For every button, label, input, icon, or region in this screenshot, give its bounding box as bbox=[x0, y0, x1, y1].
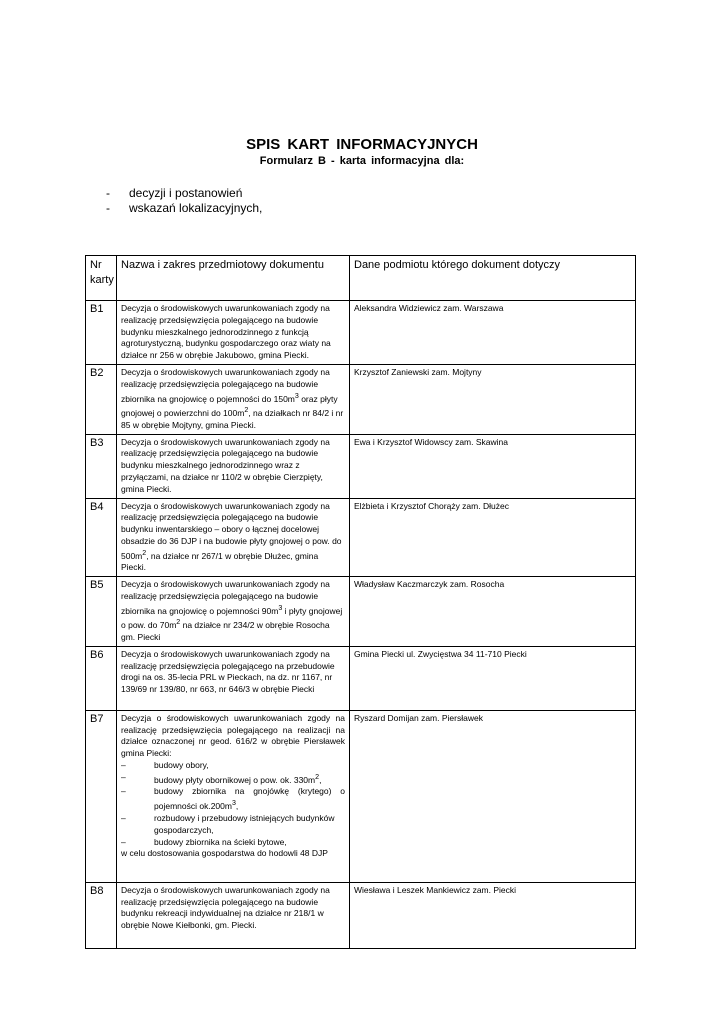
row-desc: Decyzja o środowiskowych uwarunkowaniach zgody na realizację przedsięwzięcia polegającego na budowie budynku mieszkalnego jednorodzinnego z funkcją agroturystyczną, budynku gospodarczego oraz wiaty na działce nr 256 w obrębie Jakubowo, gmina Piecki. bbox=[117, 301, 350, 365]
page-subtitle: Formularz B - karta informacyjna dla: bbox=[259, 155, 465, 167]
table-row bbox=[86, 710, 636, 882]
row-party: Elżbieta i Krzysztof Chorąży zam. Dłużec bbox=[350, 498, 636, 577]
row-desc bbox=[117, 710, 350, 882]
row-nr: B4 bbox=[86, 498, 117, 577]
row-desc: Decyzja o środowiskowych uwarunkowaniach zgody na realizację przedsięwzięcia polegającego na budowie zbiornika na gnojowicę o pojemności do $150m^3$ oraz płyty gnojowej o powierzchni do $100m^2$, na działkach nr 84/2 i nr 85 w obrębie Mojtyny, gmina Piecki. bbox=[117, 365, 350, 435]
table-row bbox=[86, 646, 636, 710]
row-party: Władysław Kaczmarczyk zam. Rosocha bbox=[350, 577, 636, 647]
intro-dash: - bbox=[106, 201, 110, 215]
page-title: SPIS KART INFORMACYJNYCH bbox=[246, 136, 478, 153]
row-party: Ryszard Domijan zam. Piersławek bbox=[350, 710, 636, 882]
table-header-row bbox=[86, 256, 636, 301]
row-party: Ewa i Krzysztof Widowscy zam. Skawina bbox=[350, 434, 636, 498]
row-desc: Decyzja o środowiskowych uwarunkowaniach zgody na realizację przedsięwzięcia polegającego na budowie budynku inwentarskiego – obory o łącznej docelowej obsadzie do 36 DJP i na budowie płyty gnojowej o pow. do $500m^2$, na działce nr 267/1 w obrębie Dłużec, gmina Piecki. bbox=[117, 498, 350, 577]
table-row bbox=[86, 498, 636, 577]
intro-dash: - bbox=[106, 186, 110, 200]
table-row bbox=[86, 434, 636, 498]
table-row bbox=[86, 365, 636, 435]
row-party: Gmina Piecki ul. Zwycięstwa 34 11-710 Piecki bbox=[350, 646, 636, 710]
row-party: Aleksandra Widziewicz zam. Warszawa bbox=[350, 301, 636, 365]
sub-list bbox=[121, 760, 345, 848]
row-nr: B5 bbox=[86, 577, 117, 647]
row-nr: B8 bbox=[86, 882, 117, 948]
table-row bbox=[86, 301, 636, 365]
row-party: Krzysztof Zaniewski zam. Mojtyny bbox=[350, 365, 636, 435]
row-desc: Decyzja o środowiskowych uwarunkowaniach zgody na realizację przedsięwzięcia polegającego na budowie zbiornika na gnojowicę o pojemności $90m^3$ i płyty gnojowej o pow. do $70m^2$ na działce nr 234/2 w obrębie Rosocha gm. Piecki bbox=[117, 577, 350, 647]
table-row bbox=[86, 882, 636, 948]
row-desc-intro: Decyzja o środowiskowych uwarunkowaniach zgody na realizację przedsięwzięcia polegającego na realizacji na działce oznaczonej nr geod. 616/2 w obrębie Piersławek gmina Piecki: bbox=[121, 712, 345, 759]
sub-item: – budowy zbiornika na ścieki bytowe, bbox=[121, 836, 287, 847]
row-nr: B3 bbox=[86, 434, 117, 498]
row-desc-outro: w celu dostosowania gospodarstwa do hodowli 48 DJP bbox=[121, 848, 328, 859]
cards-table bbox=[85, 255, 636, 949]
table-row bbox=[86, 577, 636, 647]
intro-text: wskazań lokalizacyjnych, bbox=[129, 201, 263, 215]
sub-item: – rozbudowy i przebudowy istniejących budynków gospodarczych, bbox=[121, 812, 335, 835]
intro-text: decyzji i postanowień bbox=[129, 186, 243, 200]
header-nr: Nr karty bbox=[86, 256, 117, 301]
row-nr: B2 bbox=[86, 365, 117, 435]
sub-item: – budowy zbiornika na gnojówkę (krytego) o pojemności $ok.200m^3$, bbox=[121, 786, 345, 812]
row-desc: Decyzja o środowiskowych uwarunkowaniach zgody na realizację przedsięwzięcia polegającego na budowie budynku rekreacji indywidualnej na działce nr 218/1 w obrębie Nowe Kiełbonki, gm. Piecki. bbox=[117, 882, 350, 948]
row-party: Wiesława i Leszek Mankiewicz zam. Piecki bbox=[350, 882, 636, 948]
row-nr: B7 bbox=[86, 710, 117, 882]
intro-item bbox=[106, 201, 262, 216]
header-party: Dane podmiotu którego dokument dotyczy bbox=[350, 256, 636, 301]
header-desc: Nazwa i zakres przedmiotowy dokumentu bbox=[117, 256, 350, 301]
intro-item bbox=[106, 186, 262, 201]
row-nr: B6 bbox=[86, 646, 117, 710]
sub-item: – budowy obory, bbox=[121, 760, 209, 771]
row-desc: Decyzja o środowiskowych uwarunkowaniach zgody na realizację przedsięwzięcia polegającego na przebudowie drogi na os. 35-lecia PRL w Pieckach, na dz. nr 1167, nr 139/69 nr 139/80, nr 663, nr 646/3 w obrębie Piecki bbox=[117, 646, 350, 710]
row-desc: Decyzja o środowiskowych uwarunkowaniach zgody na realizację przedsięwzięcia polegającego na budowie budynku mieszkalnego jednorodzinnego wraz z przyłączami, na działce nr 110/2 w obrębie Cierzpięty, gmina Piecki. bbox=[117, 434, 350, 498]
intro-list bbox=[106, 186, 262, 216]
sub-item: – budowy płyty obornikowej o pow. ok. $330m^2$, bbox=[121, 771, 322, 785]
row-nr: B1 bbox=[86, 301, 117, 365]
